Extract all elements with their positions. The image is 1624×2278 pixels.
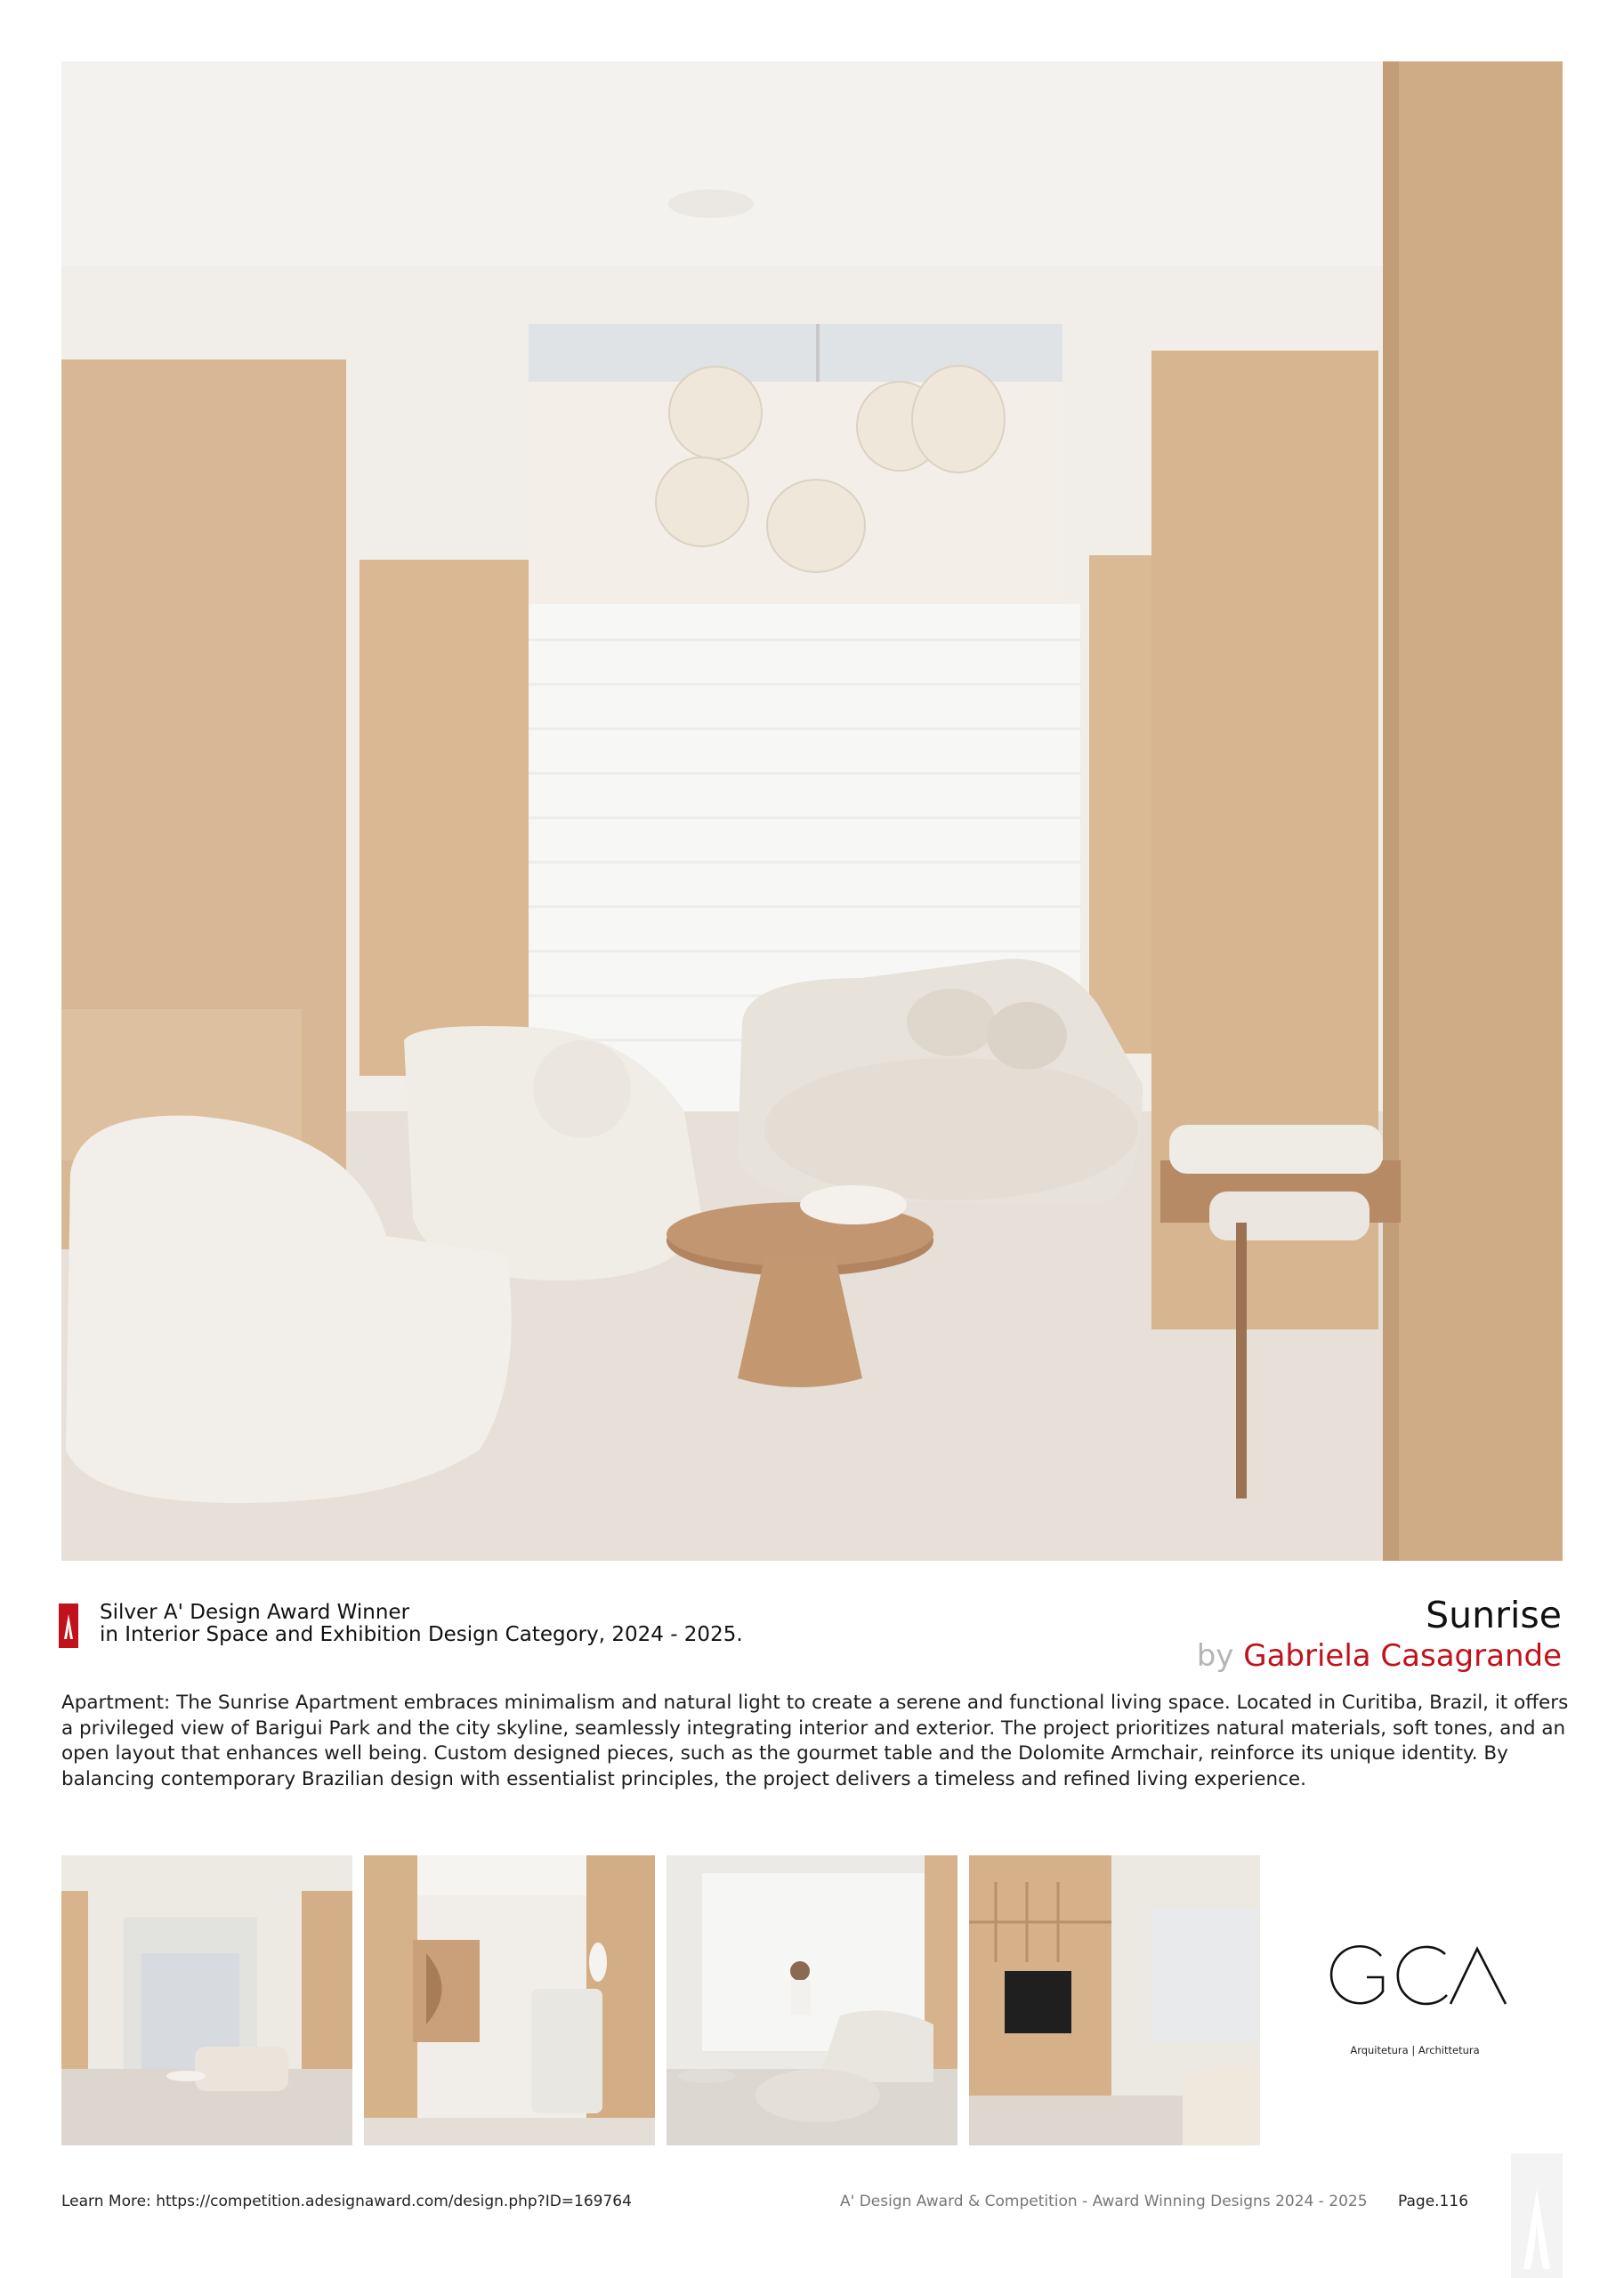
hero-photo <box>61 61 1563 1561</box>
gca-brand-logo <box>1326 1940 1508 2011</box>
award-watermark-icon <box>1461 2153 1563 2278</box>
page-number: Page.116 <box>1398 2193 1469 2210</box>
by-label: by <box>1196 1638 1234 1674</box>
gallery-thumbnail-hallway[interactable] <box>364 1855 655 2145</box>
award-category: in Interior Space and Exhibition Design Category, 2024 - 2025. <box>100 1623 743 1646</box>
award-logo-icon <box>59 1603 78 1648</box>
project-description: Apartment: The Sunrise Apartment embraces minimalism and natural light to create a serene and functional living space. Located in Curitiba, Brazil, it offers a privileged view of Barigui Park and the city skyline, seamlessly integrating interior and exterior. The project prioritizes natural materials, soft tones, and an open layout that enhances well being. Custom designed pieces, such as the gourmet table and the Dolomite Armchair, reinforce its unique identity. By balancing contemporary Brazilian design with essentialist principles, the project delivers a timeless and refined living experience. <box>61 1692 1569 1790</box>
learn-more-link[interactable]: Learn More: https://competition.adesignaward.com/design.php?ID=169764 <box>61 2193 632 2210</box>
award-title: Silver A' Design Award Winner <box>100 1601 410 1624</box>
publication-title: A' Design Award & Competition - Award Winning Designs 2024 - 2025 <box>840 2193 1368 2210</box>
brand-tagline: Arquitetura | Archittetura <box>1350 2044 1480 2056</box>
gallery-thumbnail-sofa-person[interactable] <box>667 1855 957 2145</box>
designer-byline <box>1197 1637 1562 1675</box>
project-title: Sunrise <box>1426 1594 1562 1636</box>
gallery-thumbnail-living-room[interactable] <box>61 1855 352 2145</box>
designer-name: Gabriela Casagrande <box>1243 1638 1562 1674</box>
gallery-thumbnail-tv-wall[interactable] <box>969 1855 1260 2145</box>
